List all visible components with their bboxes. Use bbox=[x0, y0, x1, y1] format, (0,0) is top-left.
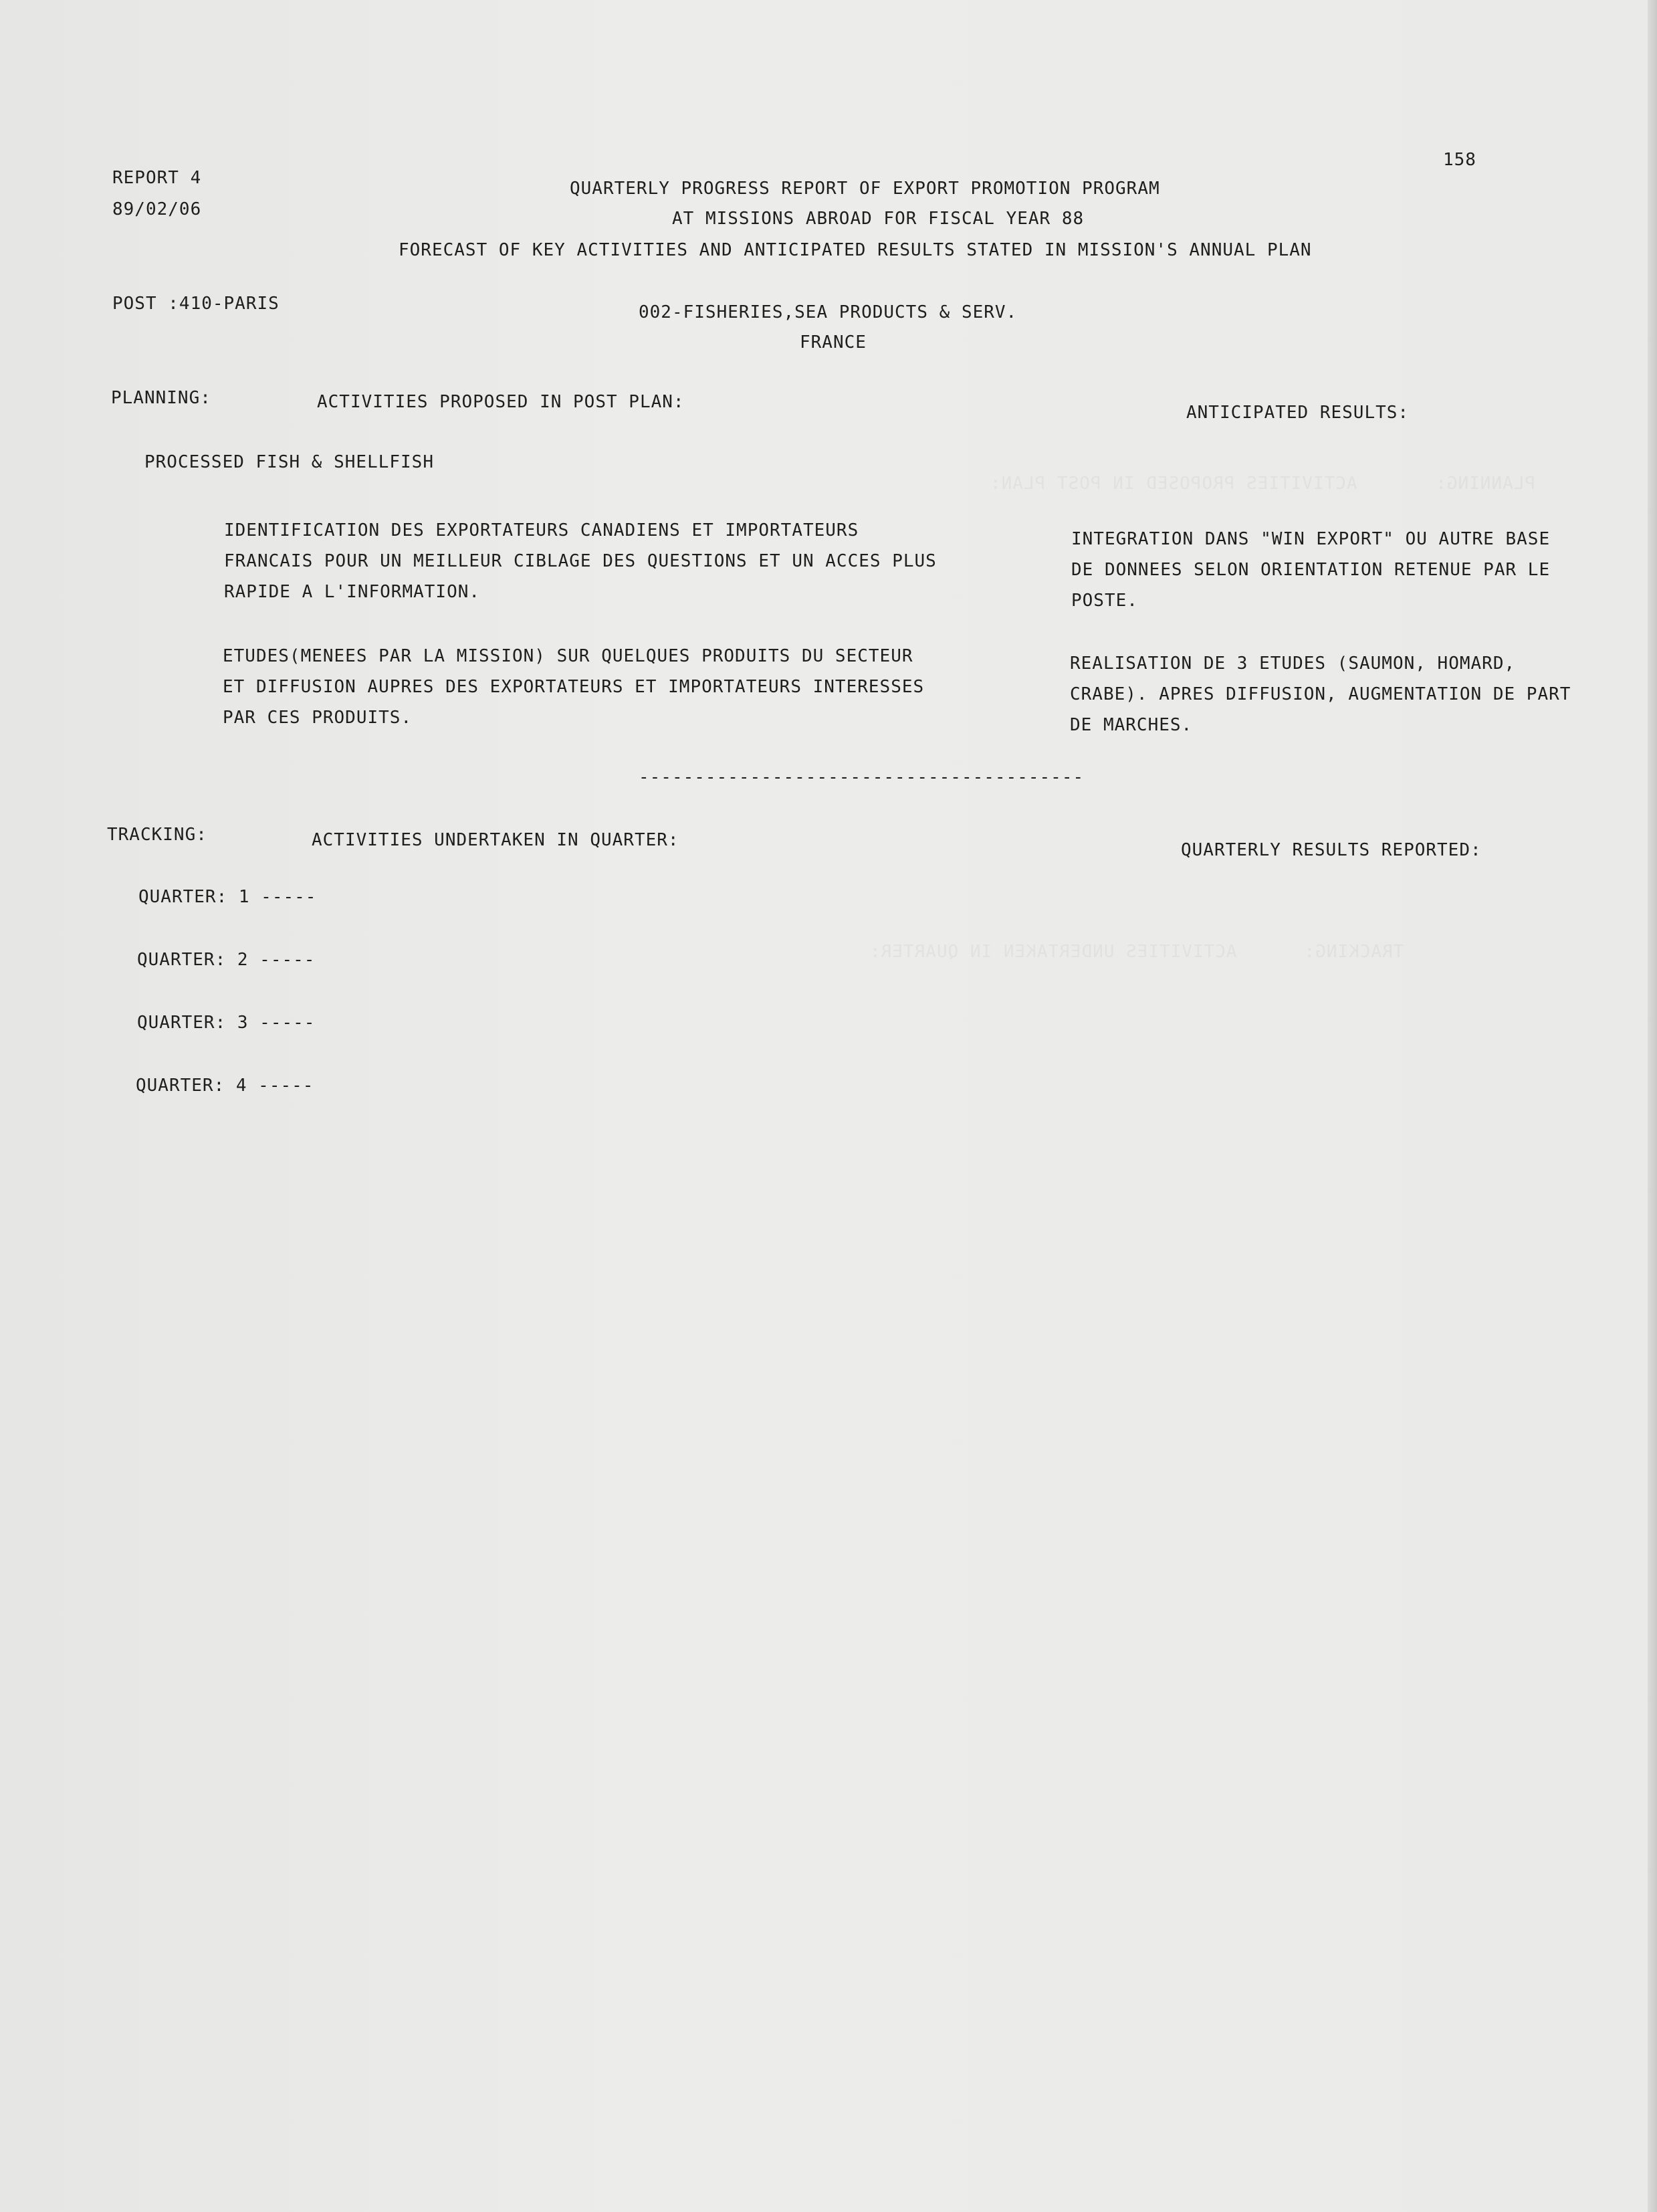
planning-results-heading: ANTICIPATED RESULTS: bbox=[1186, 403, 1410, 423]
bleed-through-text: TRACKING: ACTIVITIES UNDERTAKEN IN QUARTER: bbox=[869, 942, 1404, 962]
post-label: POST :410-PARIS bbox=[112, 294, 280, 314]
anticipated-result-2-line: REALISATION DE 3 ETUDES (SAUMON, HOMARD, bbox=[1070, 653, 1516, 674]
anticipated-result-1 bbox=[1071, 524, 1550, 616]
quarter-row: QUARTER: 1 ----- bbox=[138, 887, 317, 907]
section-divider: ---------------------------------------- bbox=[639, 767, 1085, 787]
planned-activity-1 bbox=[224, 515, 937, 607]
anticipated-result-2-line: CRABE). APRES DIFFUSION, AUGMENTATION DE PART bbox=[1070, 684, 1571, 704]
planned-activity-2-line: ETUDES(MENEES PAR LA MISSION) SUR QUELQUES PRODUITS DU SECTEUR bbox=[223, 646, 913, 666]
anticipated-result-1-line: POSTE. bbox=[1071, 591, 1138, 611]
quarter-row: QUARTER: 4 ----- bbox=[136, 1076, 314, 1096]
country-label: FRANCE bbox=[800, 332, 867, 353]
anticipated-result-1-line: INTEGRATION DANS "WIN EXPORT" OU AUTRE BASE bbox=[1071, 529, 1551, 549]
bleed-through-text: PLANNING: ACTIVITIES PROPOSED IN POST PLAN: bbox=[990, 474, 1536, 494]
anticipated-result-2 bbox=[1070, 648, 1571, 740]
planned-activity-1-line: FRANCAIS POUR UN MEILLEUR CIBLAGE DES QUESTIONS ET UN ACCES PLUS bbox=[224, 551, 937, 571]
report-title-line-1: QUARTERLY PROGRESS REPORT OF EXPORT PROMOTION PROGRAM bbox=[570, 179, 1160, 199]
tracking-activities-heading: ACTIVITIES UNDERTAKEN IN QUARTER: bbox=[312, 830, 679, 850]
report-title-line-2: AT MISSIONS ABROAD FOR FISCAL YEAR 88 bbox=[672, 209, 1085, 229]
subsector-heading: PROCESSED FISH & SHELLFISH bbox=[144, 452, 434, 472]
sector-label: 002-FISHERIES,SEA PRODUCTS & SERV. bbox=[639, 302, 1018, 322]
planned-activity-2 bbox=[223, 641, 924, 733]
page-number: 158 bbox=[1443, 150, 1476, 170]
planned-activity-2-line: PAR CES PRODUITS. bbox=[223, 708, 413, 728]
report-title-line-3: FORECAST OF KEY ACTIVITIES AND ANTICIPATED RESULTS STATED IN MISSION'S ANNUAL PLAN bbox=[399, 240, 1312, 260]
anticipated-result-1-line: DE DONNEES SELON ORIENTATION RETENUE PAR LE bbox=[1071, 560, 1551, 580]
tracking-results-heading: QUARTERLY RESULTS REPORTED: bbox=[1181, 840, 1482, 860]
planning-label: PLANNING: bbox=[111, 388, 211, 408]
report-date: 89/02/06 bbox=[112, 199, 202, 219]
quarter-row: QUARTER: 3 ----- bbox=[137, 1013, 316, 1033]
quarter-row: QUARTER: 2 ----- bbox=[137, 950, 316, 970]
planned-activity-1-line: IDENTIFICATION DES EXPORTATEURS CANADIENS ET IMPORTATEURS bbox=[224, 520, 859, 540]
planning-activities-heading: ACTIVITIES PROPOSED IN POST PLAN: bbox=[317, 392, 685, 412]
anticipated-result-2-line: DE MARCHES. bbox=[1070, 715, 1193, 735]
tracking-label: TRACKING: bbox=[107, 825, 207, 845]
planned-activity-1-line: RAPIDE A L'INFORMATION. bbox=[224, 582, 481, 602]
planned-activity-2-line: ET DIFFUSION AUPRES DES EXPORTATEURS ET IMPORTATEURS INTERESSES bbox=[223, 677, 925, 697]
report-number: REPORT 4 bbox=[112, 168, 202, 188]
page-edge-shadow bbox=[1648, 0, 1657, 2212]
